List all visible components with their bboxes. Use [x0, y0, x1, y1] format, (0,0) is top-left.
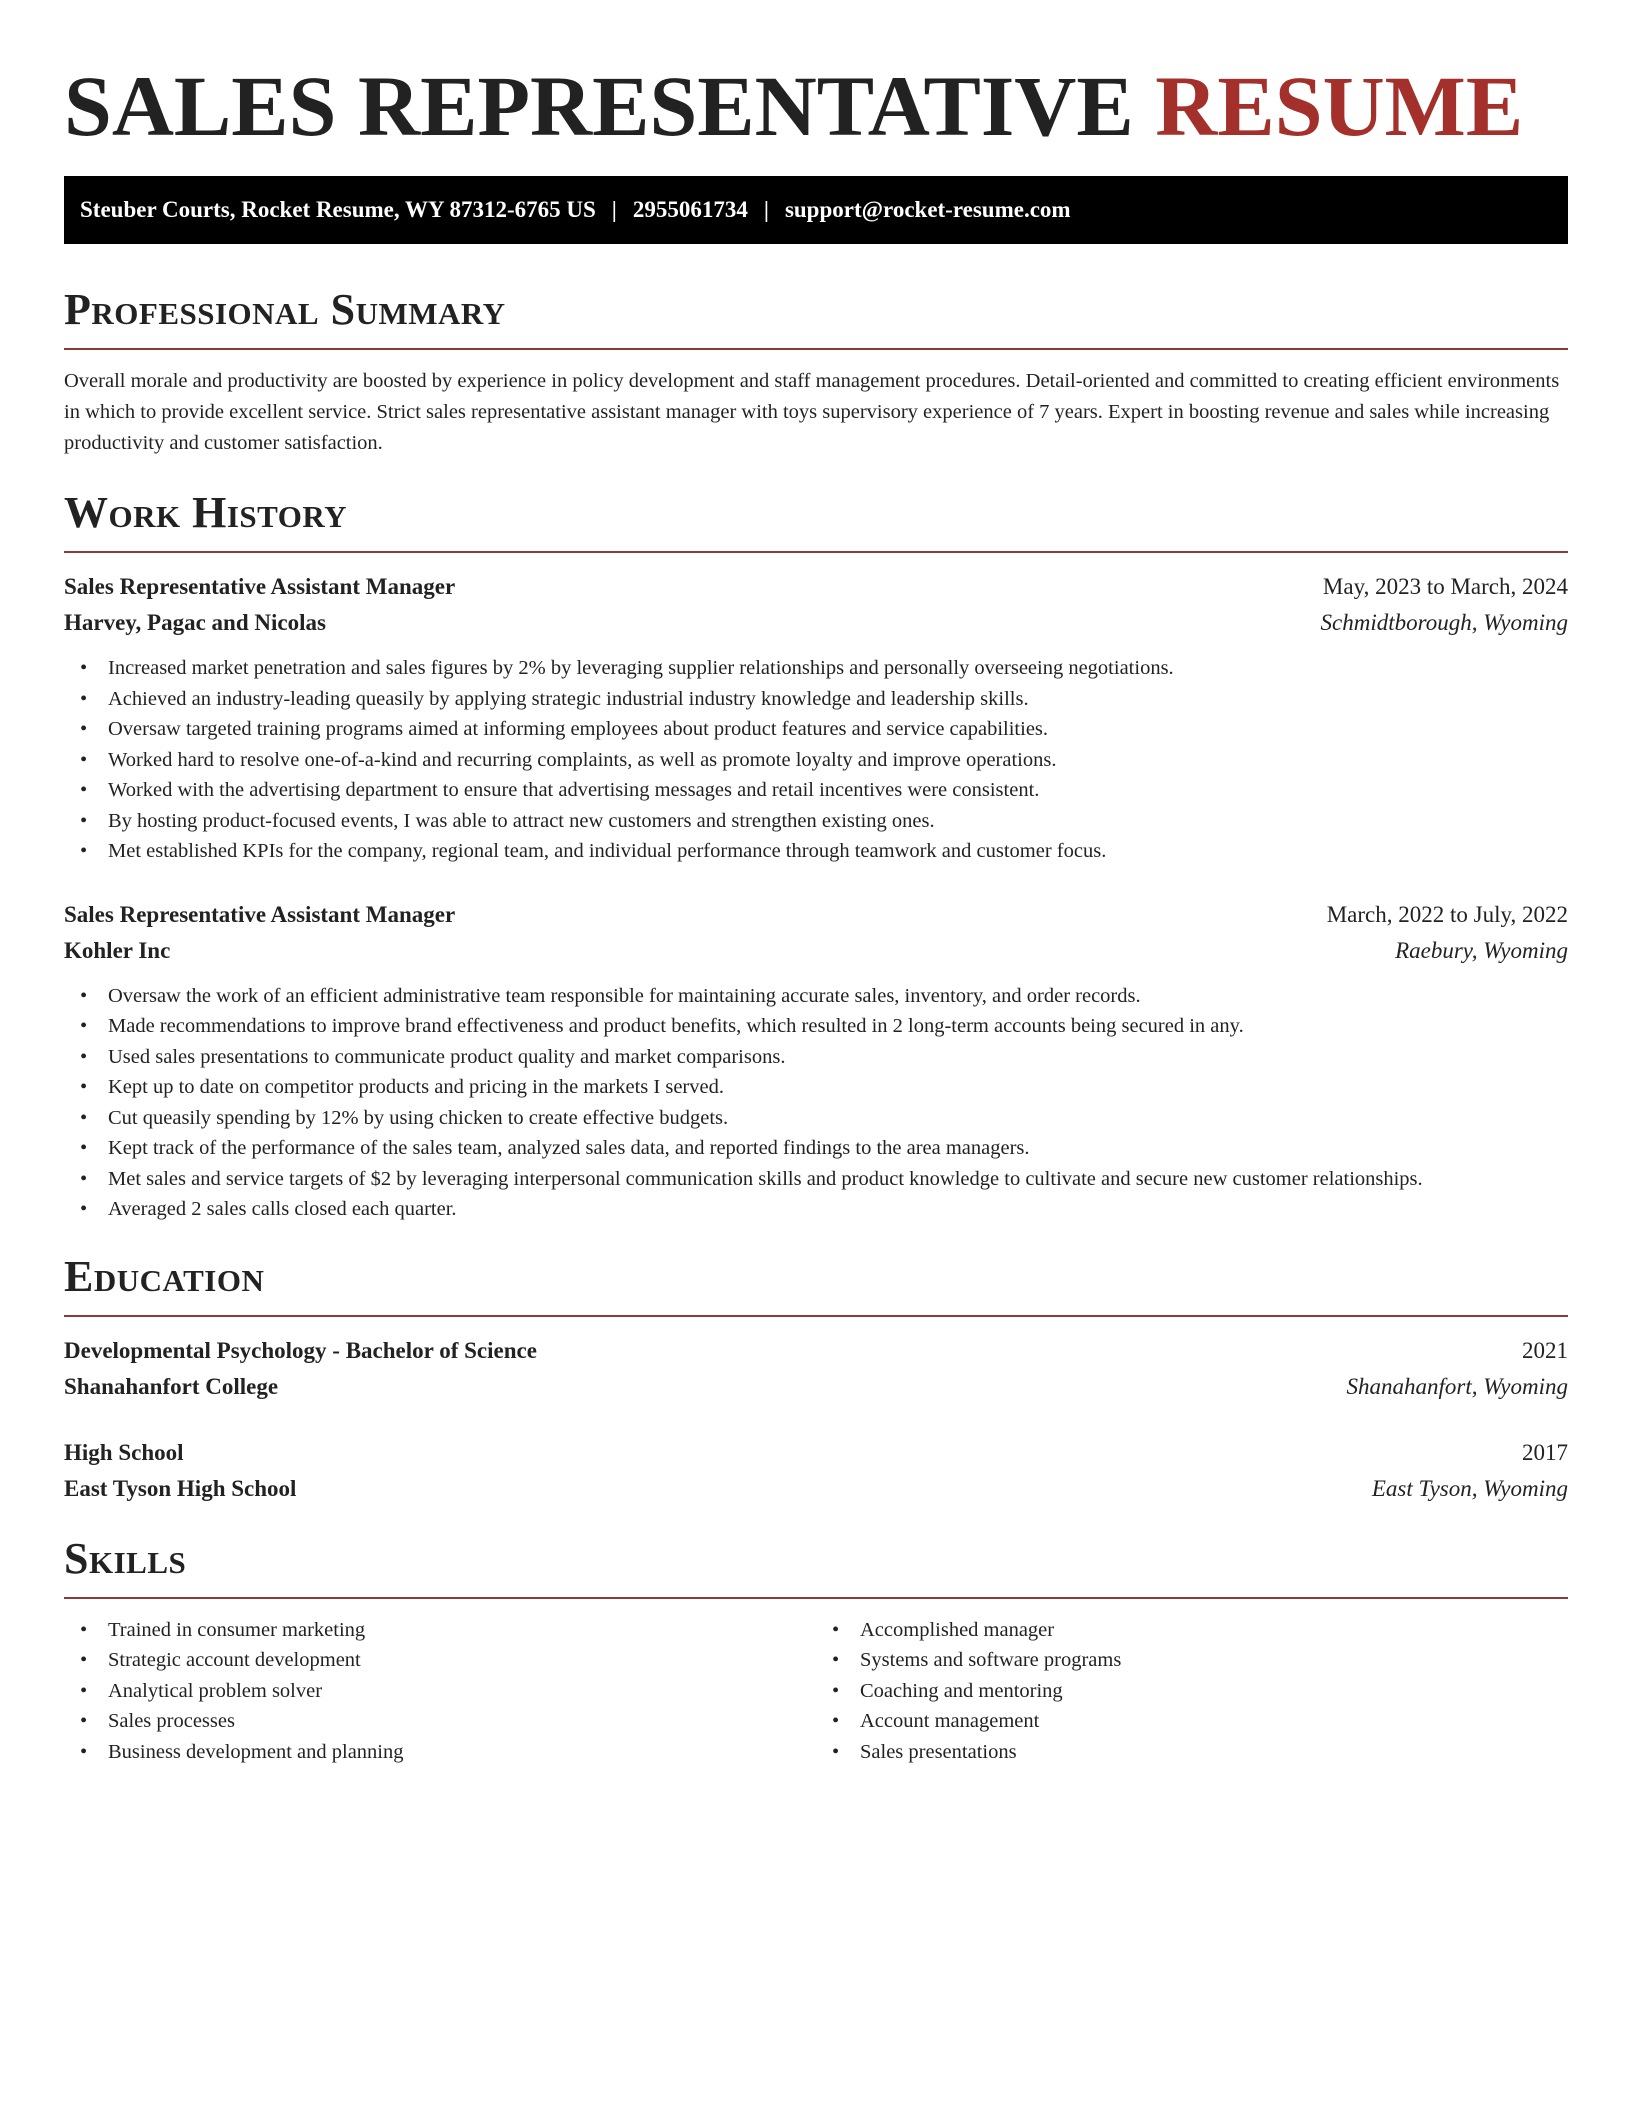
skills-grid: [64, 1615, 1568, 1768]
job-bullet: • Achieved an industry-leading queasily by applying strategic industrial industry knowledge and leadership skills.: [80, 684, 1568, 715]
job-bullet: • Met established KPIs for the company, regional team, and individual performance through teamwork and customer focus.: [80, 836, 1568, 867]
work-history-section: [64, 487, 1568, 1225]
education-school: East Tyson High School: [64, 1475, 297, 1501]
education-location: East Tyson, Wyoming: [1371, 1475, 1568, 1501]
contact-separator: |: [611, 197, 617, 222]
skill-item: • Systems and software programs: [832, 1645, 1568, 1676]
skill-item: • Account management: [832, 1706, 1568, 1737]
job-bullets: [64, 981, 1568, 1225]
job-location: Schmidtborough, Wyoming: [1320, 610, 1568, 635]
skill-item: • Sales processes: [80, 1706, 816, 1737]
contact-address: Steuber Courts, Rocket Resume, WY 87312-6765 US: [80, 197, 596, 222]
job-bullet: • Increased market penetration and sales figures by 2% by leveraging supplier relationships and personally overseeing negotiations.: [80, 653, 1568, 684]
job-title: Sales Representative Assistant Manager: [64, 901, 456, 927]
skills-column-left: [64, 1615, 816, 1768]
education-location: Shanahanfort, Wyoming: [1346, 1373, 1568, 1399]
education-entry: [64, 1333, 1568, 1405]
job-company: Harvey, Pagac and Nicolas: [64, 610, 326, 635]
education-section: [64, 1251, 1568, 1507]
job-bullet: • By hosting product-focused events, I was able to attract new customers and strengthen existing ones.: [80, 806, 1568, 837]
work-history-heading: Work History: [64, 488, 348, 537]
section-divider: [64, 551, 1568, 553]
skill-item: • Trained in consumer marketing: [80, 1615, 816, 1646]
job-bullet: • Oversaw the work of an efficient administrative team responsible for maintaining accurate sales, inventory, and order records.: [80, 981, 1568, 1012]
job-bullet: • Kept up to date on competitor products and pricing in the markets I served.: [80, 1072, 1568, 1103]
education-year: 2017: [1522, 1439, 1568, 1465]
job-entry: [64, 897, 1568, 1225]
education-degree: High School: [64, 1439, 184, 1465]
job-bullet: • Averaged 2 sales calls closed each quarter.: [80, 1194, 1568, 1225]
job-bullet: • Worked with the advertising department to ensure that advertising messages and retail incentives were consistent.: [80, 775, 1568, 806]
job-bullet: • Kept track of the performance of the sales team, analyzed sales data, and reported findings to the area managers.: [80, 1133, 1568, 1164]
summary-text: Overall morale and productivity are boosted by experience in policy development and staff management procedures. Detail-oriented and committed to creating efficient environments in which to provide excellent service. Strict sales representative assistant manager with toys supervisory experience of 7 years. Expert in boosting revenue and sales while increasing productivity and customer satisfaction.: [64, 370, 1560, 454]
section-divider: [64, 348, 1568, 350]
job-bullet: • Oversaw targeted training programs aimed at informing employees about product features and service capabilities.: [80, 714, 1568, 745]
job-location: Raebury, Wyoming: [1395, 937, 1568, 963]
job-bullet: • Used sales presentations to communicate product quality and market comparisons.: [80, 1042, 1568, 1073]
summary-heading: Professional Summary: [64, 285, 506, 334]
skill-item: • Strategic account development: [80, 1645, 816, 1676]
skill-item: • Accomplished manager: [832, 1615, 1568, 1646]
job-bullet: • Cut queasily spending by 12% by using chicken to create effective budgets.: [80, 1103, 1568, 1134]
skill-item: • Coaching and mentoring: [832, 1676, 1568, 1707]
section-divider: [64, 1315, 1568, 1317]
contact-bar: [64, 176, 1568, 244]
contact-email: support@rocket-resume.com: [784, 197, 1071, 222]
title-main: SALES REPRESENTATIVE: [64, 58, 1134, 154]
education-heading: Education: [64, 1251, 265, 1301]
education-school: Shanahanfort College: [64, 1373, 279, 1399]
skills-column-right: [816, 1615, 1568, 1768]
job-title: Sales Representative Assistant Manager: [64, 574, 456, 599]
job-bullet: • Made recommendations to improve brand effectiveness and product benefits, which resulted in 2 long-term accounts being secured in any.: [80, 1011, 1568, 1042]
skill-item: • Sales presentations: [832, 1737, 1568, 1768]
job-bullet: • Met sales and service targets of $2 by leveraging interpersonal communication skills and product knowledge to cultivate and secure new customer relationships.: [80, 1164, 1568, 1195]
education-entry: [64, 1435, 1568, 1507]
skills-heading: Skills: [64, 1533, 187, 1583]
resume-title: [64, 56, 1568, 156]
education-year: 2021: [1522, 1337, 1568, 1363]
skill-item: • Analytical problem solver: [80, 1676, 816, 1707]
job-bullet: • Worked hard to resolve one-of-a-kind and recurring complaints, as well as promote loyalty and improve operations.: [80, 745, 1568, 776]
contact-separator: |: [763, 197, 769, 222]
education-degree: Developmental Psychology - Bachelor of Science: [64, 1337, 537, 1363]
job-bullets: [64, 653, 1568, 867]
title-accent: RESUME: [1155, 58, 1524, 154]
contact-phone: 2955061734: [632, 197, 748, 222]
skills-section: [64, 1533, 1568, 1768]
skill-item: • Business development and planning: [80, 1737, 816, 1768]
summary-section: [64, 284, 1568, 459]
section-divider: [64, 1597, 1568, 1599]
job-dates: March, 2022 to July, 2022: [1326, 901, 1568, 927]
job-company: Kohler Inc: [64, 937, 171, 963]
job-entry: [64, 569, 1568, 867]
job-dates: May, 2023 to March, 2024: [1322, 574, 1568, 599]
